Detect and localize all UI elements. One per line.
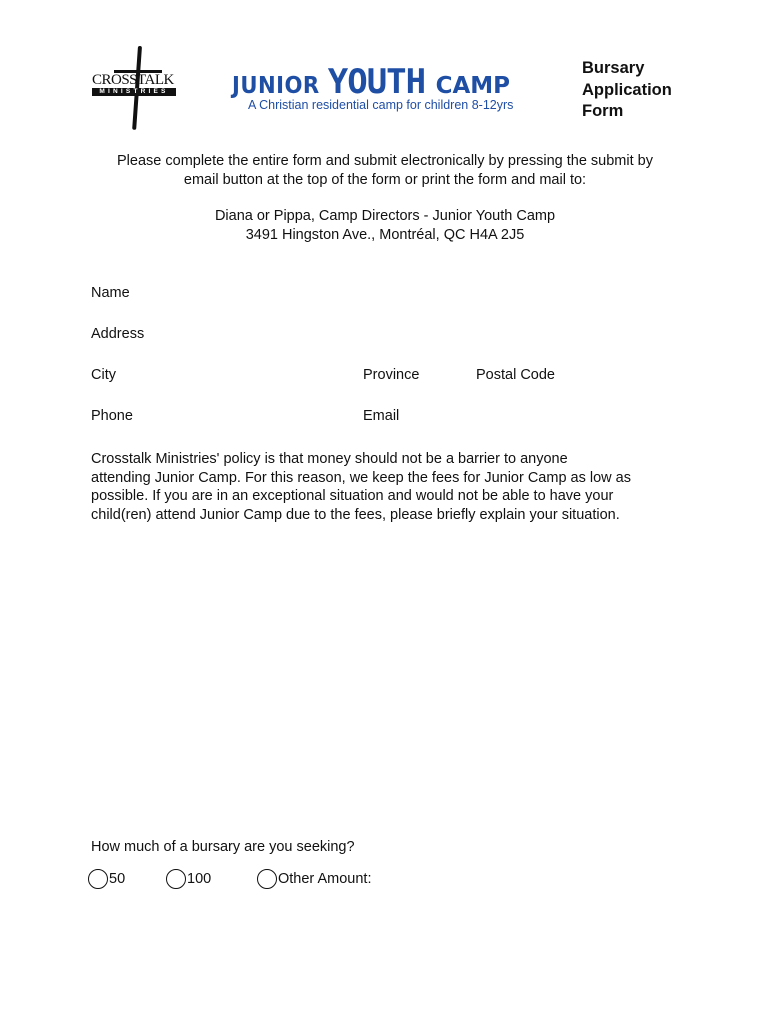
policy-line: possible. If you are in an exceptional situation and would not be able to have your <box>91 488 614 504</box>
form-title <box>582 58 672 123</box>
situation-explanation-field[interactable] <box>91 530 671 820</box>
bursary-option-50[interactable] <box>88 866 125 892</box>
form-title-line: Bursary <box>582 59 645 77</box>
city-field[interactable]: City <box>91 367 116 383</box>
bursary-amount-question: How much of a bursary are you seeking? <box>91 839 355 855</box>
postal-code-field[interactable]: Postal Code <box>476 367 555 383</box>
policy-line: Crosstalk Ministries' policy is that money should not be a barrier to anyone <box>91 451 568 467</box>
camp-name-youth: YOUTH <box>327 62 426 102</box>
mailing-address-line: 3491 Hingston Ave., Montréal, QC H4A 2J5 <box>245 227 525 243</box>
form-title-line: Application <box>582 80 672 99</box>
radio-button[interactable] <box>166 869 186 889</box>
camp-tagline: A Christian residential camp for children 8-12yrs <box>248 98 514 112</box>
policy-line: attending Junior Camp. For this reason, we keep the fees for Junior Camp as low as <box>91 469 631 486</box>
bursary-option-other[interactable] <box>257 866 372 892</box>
logo-subtitle: MINISTRIES <box>92 88 176 96</box>
crosstalk-logo <box>88 44 180 134</box>
bursary-option-100[interactable] <box>166 866 211 892</box>
address-field[interactable]: Address <box>91 326 145 342</box>
radio-button[interactable] <box>257 869 277 889</box>
radio-label: 100 <box>187 871 212 887</box>
province-field[interactable]: Province <box>363 367 420 383</box>
camp-name-junior: JUNIOR <box>232 73 320 99</box>
camp-name-camp: CAMP <box>435 73 511 99</box>
mailing-address-line: Diana or Pippa, Camp Directors - Junior Youth Camp <box>214 208 556 224</box>
name-field[interactable]: Name <box>91 285 130 301</box>
form-title-line: Form <box>582 102 624 120</box>
camp-name <box>232 62 510 102</box>
email-field[interactable]: Email <box>363 408 400 424</box>
radio-label: 50 <box>109 871 126 887</box>
policy-line: child(ren) attend Junior Camp due to the fees, please briefly explain your situation. <box>91 506 620 523</box>
phone-field[interactable]: Phone <box>91 408 133 424</box>
bursary-policy-text <box>91 450 671 524</box>
radio-label: Other Amount: <box>278 871 372 887</box>
instructions-line: email button at the top of the form or print the form and mail to: <box>183 172 587 188</box>
instructions-line: Please complete the entire form and submit electronically by pressing the submit by <box>117 153 653 169</box>
radio-button[interactable] <box>88 869 108 889</box>
camp-banner <box>232 62 542 120</box>
logo-wordmark: CROSSTALK <box>92 72 174 88</box>
